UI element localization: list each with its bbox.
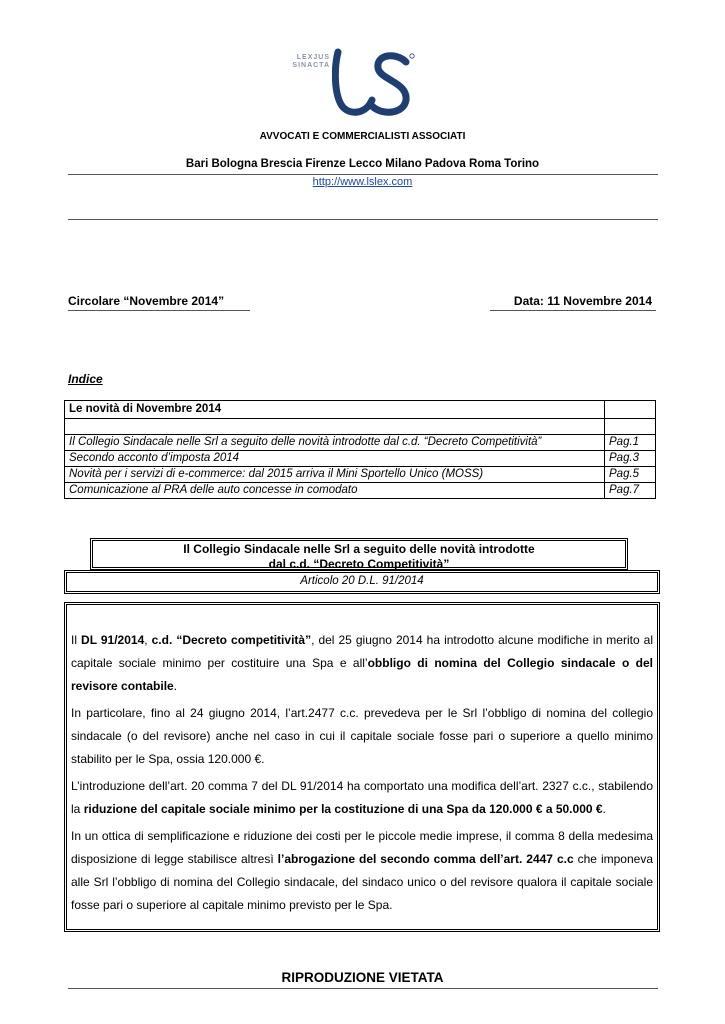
website-link[interactable]: http://www.lslex.com xyxy=(312,176,413,188)
index-entry-page: Pag.7 xyxy=(605,483,656,499)
article-body xyxy=(64,602,660,932)
article-title-line-2: dal c.d. “Decreto Competitività” xyxy=(268,557,450,571)
office-cities: Bari Bologna Brescia Firenze Lecco Milano Padova Roma Torino xyxy=(185,158,540,170)
index-entry[interactable] xyxy=(65,467,656,483)
index-heading-row xyxy=(65,401,656,419)
article-paragraph-4: In un ottica di semplificazione e riduzione dei costi per le piccole medie imprese, il comma 8 della medesima disposizione di legge stabilisce altresì l’abrogazione del secondo comma dell’art. 2447 c.c che imponeva alle Srl l’obbligo di nomina del Collegio sindacale, del sindaco unico o del revisore qualora il capitale sociale fosse pari o superiore al capitale minimo previsto per le Spa. xyxy=(71,829,653,912)
index-entry-title: Novità per i servizi di e-commerce: dal 2015 arriva il Mini Sportello Unico (MOSS) xyxy=(65,467,605,483)
footer-divider xyxy=(68,988,658,989)
circular-underline xyxy=(68,310,250,311)
ls-monogram-icon xyxy=(332,48,418,118)
index-entry-title: Comunicazione al PRA delle auto concesse in comodato xyxy=(65,483,605,499)
index-spacer-row xyxy=(65,419,656,435)
firm-name: AVVOCATI E COMMERCIALISTI ASSOCIATI xyxy=(259,131,466,142)
circular-date: Data: 11 Novembre 2014 xyxy=(513,294,652,308)
index-entry-page: Pag.5 xyxy=(605,467,656,483)
logo-line-2: SINACTA xyxy=(292,62,330,69)
logo-wordmark xyxy=(290,54,330,70)
index-entry-page: Pag.3 xyxy=(605,451,656,467)
circular-label: Circolare “Novembre 2014” xyxy=(68,294,225,308)
index-entry[interactable] xyxy=(65,451,656,467)
logo-line-1: LEXJUS xyxy=(296,54,330,61)
article-title-line-1: Il Collegio Sindacale nelle Srl a seguito delle novità introdotte xyxy=(183,542,535,556)
article-paragraph-2: In particolare, fino al 24 giugno 2014, l’art.2477 c.c. prevedeva per le Srl l’obbligo di nomina del collegio sindacale (o del revisore) anche nel caso in cui il capitale sociale fosse pari o superiore a quello minimo stabilito per le Spa, ossia 120.000 €. xyxy=(71,706,653,766)
index-entry[interactable] xyxy=(65,483,656,499)
article-paragraph-3: L’introduzione dell’art. 20 comma 7 del DL 91/2014 ha comportato una modifica dell’art. 2327 c.c., stabilendo la riduzione del capitale sociale minimo per la costituzione di una Spa da 120.000 € a 50.000 €. xyxy=(71,779,653,816)
footer-notice: RIPRODUZIONE VIETATA xyxy=(281,970,444,985)
index-entry-title: Il Collegio Sindacale nelle Srl a seguito delle novità introdotte dal c.d. “Decreto Competitività” xyxy=(65,435,605,451)
header-divider xyxy=(68,174,658,175)
index-heading: Le novità di Novembre 2014 xyxy=(65,401,605,419)
index-entry-title: Secondo acconto d’imposta 2014 xyxy=(65,451,605,467)
index-entry-page: Pag.1 xyxy=(605,435,656,451)
index-entry[interactable] xyxy=(65,435,656,451)
header-divider-bottom xyxy=(68,219,658,220)
company-logo xyxy=(290,48,420,120)
article-title-box xyxy=(90,538,628,570)
article-subtitle: Articolo 20 D.L. 91/2014 xyxy=(64,570,660,594)
article-paragraph-1: Il DL 91/2014, c.d. “Decreto competitività”, del 25 giugno 2014 ha introdotto alcune modifiche in merito al capitale sociale minimo per costituire una Spa e all’obbligo di nomina del Collegio sindacale o del revisore contabile. xyxy=(71,633,654,693)
index-table xyxy=(64,400,656,499)
index-heading-page-cell xyxy=(605,401,656,419)
index-title: Indice xyxy=(68,372,103,386)
date-underline xyxy=(490,310,656,311)
